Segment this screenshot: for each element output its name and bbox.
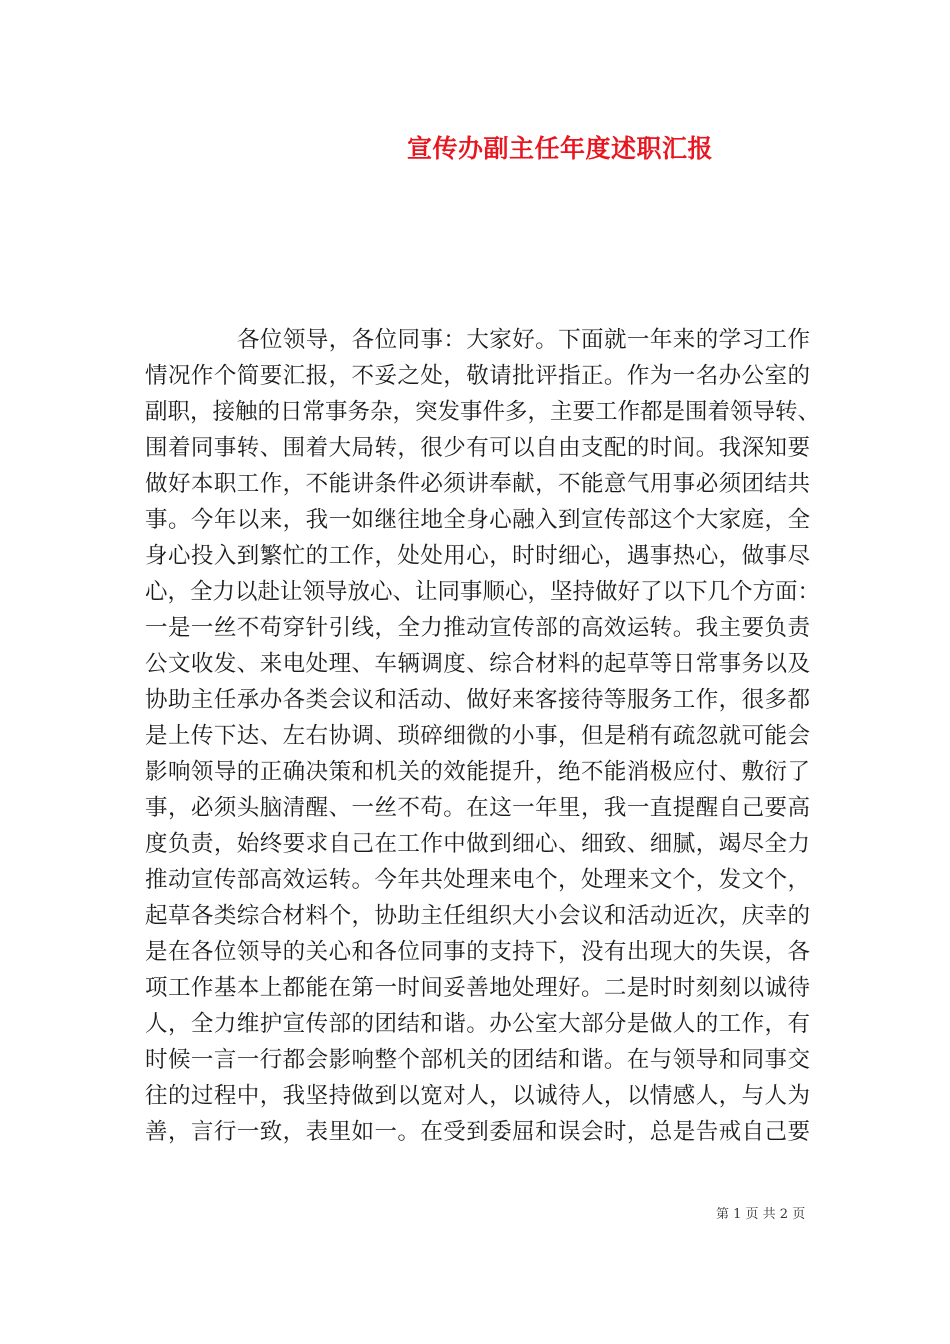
body-line: 人，全力维护宣传部的团结和谐。办公室大部分是做人的工作，有: [145, 1011, 810, 1037]
body-line: 做好本职工作，不能讲条件必须讲奉献，不能意气用事必须团结共: [145, 471, 810, 497]
body-line: 往的过程中，我坚持做到以宽对人，以诚待人，以情感人，与人为: [145, 1083, 810, 1109]
body-line: 是在各位领导的关心和各位同事的支持下，没有出现大的失误，各: [145, 939, 810, 965]
body-line: 项工作基本上都能在第一时间妥善地处理好。二是时时刻刻以诚待: [145, 975, 810, 1001]
body-line: 副职，接触的日常事务杂，突发事件多，主要工作都是围着领导转、: [145, 399, 821, 425]
document-title: 宣传办副主任年度述职汇报: [406, 134, 713, 163]
body-line: 身心投入到繁忙的工作，处处用心，时时细心，遇事热心，做事尽: [145, 543, 810, 569]
body-line: 起草各类综合材料个，协助主任组织大小会议和活动近次，庆幸的: [145, 903, 810, 929]
body-line: 情况作个简要汇报，不妥之处，敬请批评指正。作为一名办公室的: [145, 363, 810, 389]
body-line: 事，必须头脑清醒、一丝不苟。在这一年里，我一直提醒自己要高: [145, 795, 810, 821]
body-line: 影响领导的正确决策和机关的效能提升，绝不能消极应付、敷衍了: [145, 759, 810, 785]
page-number: 第 1 页 共 2 页: [716, 1207, 806, 1222]
body-line: 协助主任承办各类会议和活动、做好来客接待等服务工作，很多都: [145, 687, 810, 713]
body-line: 事。今年以来，我一如继往地全身心融入到宣传部这个大家庭，全: [145, 507, 810, 533]
body-line: 一是一丝不苟穿针引线，全力推动宣传部的高效运转。我主要负责: [145, 615, 810, 641]
body-line: 公文收发、来电处理、车辆调度、综合材料的起草等日常事务以及: [145, 651, 810, 677]
body-line: 时候一言一行都会影响整个部机关的团结和谐。在与领导和同事交: [145, 1047, 810, 1073]
body-line: 心，全力以赴让领导放心、让同事顺心，坚持做好了以下几个方面：: [145, 579, 821, 605]
body-line: 推动宣传部高效运转。今年共处理来电个，处理来文个，发文个，: [145, 867, 810, 893]
body-line: 各位领导，各位同事：大家好。下面就一年来的学习工作: [237, 327, 810, 353]
document-body: [145, 322, 821, 1150]
body-line: 度负责，始终要求自己在工作中做到细心、细致、细腻，竭尽全力: [145, 831, 810, 857]
body-line: 围着同事转、围着大局转，很少有可以自由支配的时间。我深知要: [145, 435, 810, 461]
body-line: 善，言行一致，表里如一。在受到委屈和误会时，总是告戒自己要: [145, 1119, 810, 1145]
body-line: 是上传下达、左右协调、琐碎细微的小事，但是稍有疏忽就可能会: [145, 723, 810, 749]
